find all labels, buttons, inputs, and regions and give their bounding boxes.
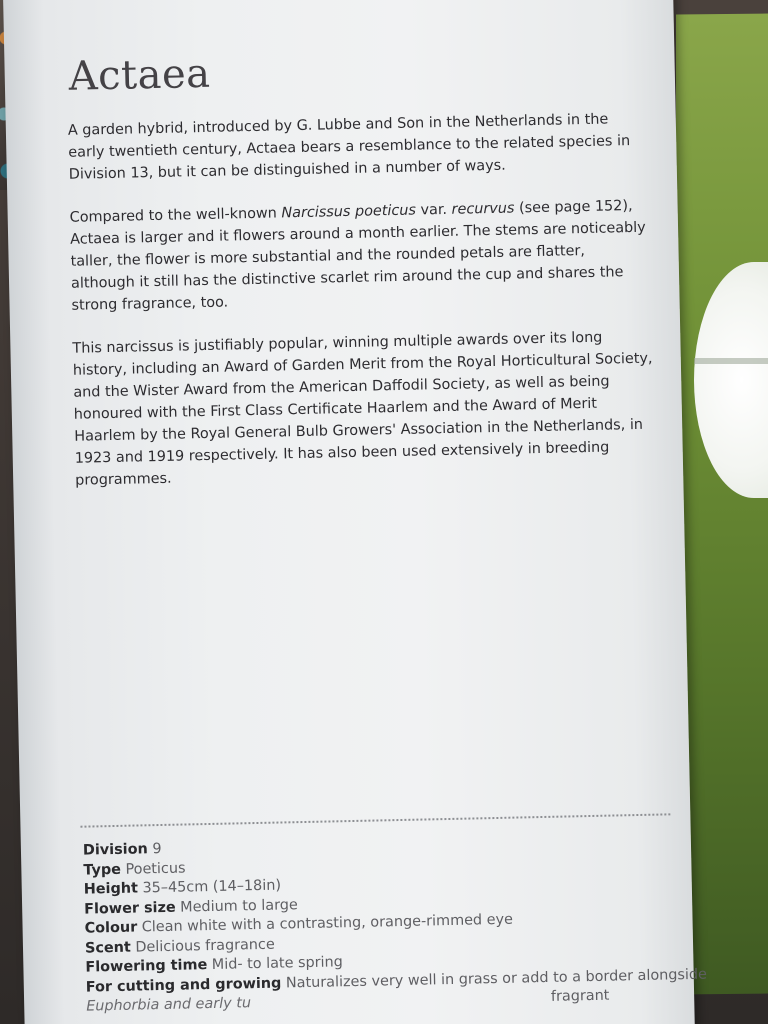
spec-continuation-right: fragrant: [550, 987, 610, 1005]
specs-list: [82, 829, 708, 1017]
spec-label: Flowering time: [85, 957, 208, 976]
spec-value: Delicious fragrance: [130, 936, 275, 956]
paragraph-awards: This narcissus is justifiably popular, winning multiple awards over its long history, including an Award of Garden Merit from the Royal Horticultural Society, and the Wister Award from the American Daffodil Society, as well as being honoured with the First Class Certificate Haarlem and the Award of Merit Haarlem by the Royal General Bulb Growers' Association in the Netherlands, in 1923 and 1919 respectively. It has also been used extensively in breeding programmes.: [72, 329, 653, 489]
spec-label: For cutting and growing: [85, 975, 282, 996]
comparison-text-var: var.: [415, 201, 452, 219]
paragraph-comparison: [69, 195, 651, 317]
spec-value: Clean white with a contrasting, orange-rimmed eye: [137, 911, 514, 936]
petal-shadow-line: [694, 358, 768, 364]
spec-value: 35–45cm (14–18in): [137, 877, 282, 897]
spec-label: Colour: [84, 919, 138, 937]
species-name: Narcissus poeticus: [281, 202, 417, 222]
dotted-divider: [80, 813, 670, 827]
comparison-text-before: Compared to the well-known: [69, 205, 282, 226]
spec-value: Mid- to late spring: [207, 954, 344, 974]
comparison-text-after: (see page 152), Actaea is larger and it flowers around a month earlier. The stems are noticeably taller, the flower is more substantial and the rounded petals are flatter, although it still has the distinctive scarlet rim around the cup and shares the strong fragrance, too.: [70, 197, 646, 314]
spec-label: Scent: [84, 939, 131, 957]
paragraph-intro: A garden hybrid, introduced by G. Lubbe and Son in the Netherlands in the early twentieth century, Actaea bears a resemblance to the related species in Division 13, but it can be distinguished in a number of ways.: [67, 111, 631, 183]
page-title: Actaea: [68, 50, 211, 100]
spec-value: Naturalizes very well in grass or add to a border alongside: [281, 966, 708, 992]
spec-label: Height: [83, 880, 139, 898]
spec-value: 9: [147, 841, 162, 858]
spec-label: Division: [82, 841, 148, 859]
spec-value: Poeticus: [120, 860, 186, 878]
variety-name: recurvus: [451, 200, 515, 218]
body-text: [68, 108, 656, 513]
spec-label: Flower size: [84, 899, 176, 918]
spec-label: Type: [83, 861, 122, 879]
book-page: [3, 0, 708, 1024]
spec-continuation-left: Euphorbia and early tu: [86, 995, 252, 1015]
spec-value: Medium to large: [175, 896, 298, 916]
